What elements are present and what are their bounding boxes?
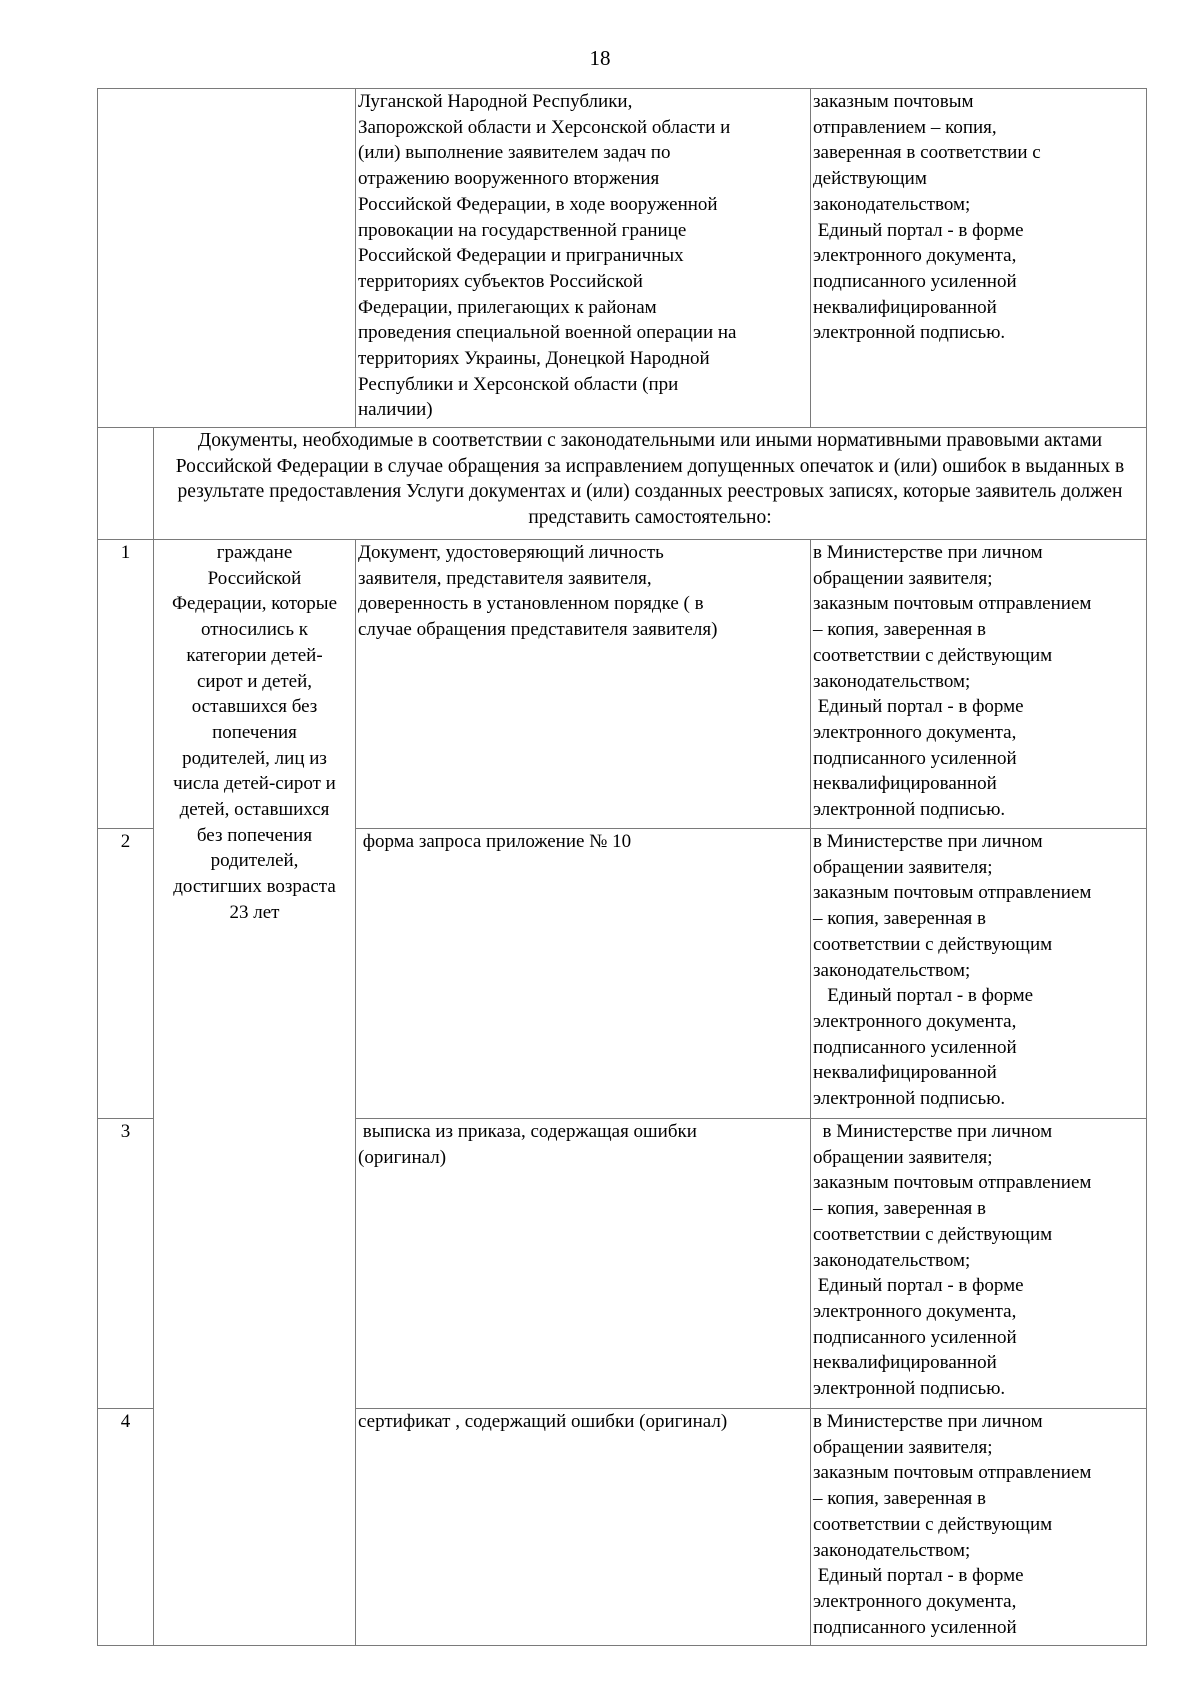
text-line: соответствии с действующим (813, 1513, 1053, 1535)
submission-way-text (813, 89, 1144, 346)
page-number: 18 (589, 46, 611, 70)
text-line: территориях Украины, Донецкой Народной (358, 348, 710, 370)
text-line: подписанного усиленной (813, 1036, 1017, 1058)
text-line: соответствии с действующим (813, 1223, 1053, 1245)
text-line: – копия, заверенная в (813, 619, 986, 641)
continuation-row (98, 89, 1147, 428)
document-text (358, 540, 808, 643)
text-line: в Министерстве при личном (813, 831, 1043, 852)
submission-way-cell (811, 1409, 1147, 1646)
text-line: электронного документа, (813, 245, 1017, 267)
text-line: – копия, заверенная в (813, 908, 986, 930)
text-line: Российской Федерации, в ходе вооруженной (358, 193, 718, 215)
text-line: заявителя, представителя заявителя, (358, 567, 652, 589)
text-line: числа детей-сирот и (173, 773, 336, 795)
text-line: в Министерстве при личном (813, 542, 1043, 563)
submission-way-text (813, 1409, 1144, 1640)
text-line: сертификат , содержащий ошибки (оригинал) (358, 1411, 728, 1432)
text-line: электронного документа, (813, 1300, 1017, 1322)
text-line: Луганской Народной Республики, (358, 91, 633, 112)
text-line: законодательством; (813, 959, 971, 981)
text-line: электронного документа, (813, 721, 1017, 743)
submission-way-cell (811, 540, 1147, 829)
documents-table (97, 88, 1147, 1646)
text-line: Федерации, прилегающих к районам (358, 296, 657, 318)
text-line: граждане (216, 542, 293, 563)
submission-way-text (813, 540, 1144, 823)
applicant-category-text (156, 540, 353, 926)
text-line: сирот и детей, (196, 670, 313, 692)
document-cell (356, 829, 811, 1119)
text-line: относились к (200, 619, 309, 641)
text-line: электронной подписью. (813, 1088, 1006, 1110)
text-line: заказным почтовым отправлением (813, 593, 1092, 615)
text-line: категории детей- (186, 644, 323, 666)
row-number: 1 (98, 540, 154, 829)
table-row (98, 540, 1147, 829)
text-line: Документ, удостоверяющий личность (358, 542, 664, 563)
section-header-row (98, 428, 1147, 540)
text-line: достигших возраста (173, 876, 336, 898)
text-line: электронного документа, (813, 1010, 1017, 1032)
submission-way-cell (811, 89, 1147, 428)
text-line: Российской (207, 567, 302, 589)
text-line: подписанного усиленной (813, 1326, 1017, 1348)
section-header: Документы, необходимые в соответствии с законодательными или иными нормативными правовыми актами Российской Федерации в случае обращения за исправлением допущенных опечаток и (или) ошибок в выданных в результате предоставления Услуги документах и (или) созданных реестровых записях, которые заявитель должен представить самостоятельно: (154, 428, 1147, 540)
text-line: неквалифицированной (813, 296, 997, 318)
text-line: форма запроса приложение № 10 (358, 831, 632, 852)
text-line: – копия, заверенная в (813, 1198, 986, 1220)
text-line: законодательством; (813, 193, 971, 215)
text-line: заказным почтовым отправлением (813, 882, 1092, 904)
text-line: заказным почтовым отправлением (813, 1462, 1092, 1484)
text-line: обращении заявителя; (813, 567, 993, 589)
text-line: доверенность в установленном порядке ( в (358, 593, 704, 615)
text-line: 23 лет (229, 901, 280, 923)
row-number: 4 (98, 1409, 154, 1646)
text-line: детей, оставшихся (179, 799, 330, 821)
text-line: электронной подписью. (813, 1378, 1006, 1400)
empty-cell (98, 89, 356, 428)
text-line: Единый портал - в форме (813, 696, 1024, 718)
text-line: неквалифицированной (813, 773, 997, 795)
text-line: соответствии с действующим (813, 933, 1053, 955)
text-line: неквалифицированной (813, 1062, 997, 1084)
text-line: попечения (212, 721, 297, 743)
text-line: действующим (813, 168, 927, 190)
row-number: 2 (98, 829, 154, 1119)
document-text (358, 1409, 808, 1435)
text-line: Республики и Херсонской области (при (358, 373, 679, 395)
text-line: Российской Федерации и приграничных (358, 245, 684, 267)
text-line: Единый портал - в форме (813, 985, 1034, 1007)
text-line: Единый портал - в форме (813, 1275, 1024, 1297)
submission-way-cell (811, 1119, 1147, 1409)
text-line: территориях субъектов Российской (358, 270, 643, 292)
text-line: выписка из приказа, содержащая ошибки (358, 1121, 697, 1142)
row-number: 3 (98, 1119, 154, 1409)
text-line: законодательством; (813, 1249, 971, 1271)
text-line: подписанного усиленной (813, 747, 1017, 769)
text-line: отражению вооруженного вторжения (358, 168, 660, 190)
text-line: отправлением – копия, (813, 116, 997, 138)
text-line: электронного документа, (813, 1590, 1017, 1612)
text-line: проведения специальной военной операции на (358, 322, 737, 344)
text-line: без попечения (196, 824, 313, 846)
submission-way-text (813, 829, 1144, 1112)
text-line: законодательством; (813, 670, 971, 692)
text-line: случае обращения представителя заявителя) (358, 619, 718, 641)
text-line: электронной подписью. (813, 799, 1006, 821)
text-line: Федерации, которые (172, 593, 337, 615)
document-text (358, 1119, 808, 1170)
applicant-category-cell (154, 540, 356, 1646)
document-text (358, 89, 808, 423)
submission-way-cell (811, 829, 1147, 1119)
text-line: обращении заявителя; (813, 856, 993, 878)
text-line: оставшихся без (191, 696, 318, 718)
text-line: провокации на государственной границе (358, 219, 687, 241)
text-line: родителей, (210, 850, 299, 872)
text-line: заказным почтовым отправлением (813, 1172, 1092, 1194)
text-line: заказным почтовым (813, 91, 974, 112)
text-line: соответствии с действующим (813, 644, 1053, 666)
empty-cell (98, 428, 154, 540)
text-line: Единый портал - в форме (813, 1565, 1024, 1587)
text-line: Единый портал - в форме (813, 219, 1024, 241)
text-line: родителей, лиц из (182, 747, 327, 769)
text-line: обращении заявителя; (813, 1146, 993, 1168)
text-line: неквалифицированной (813, 1352, 997, 1374)
text-line: – копия, заверенная в (813, 1488, 986, 1510)
text-line: подписанного усиленной (813, 1616, 1017, 1638)
text-line: электронной подписью. (813, 322, 1006, 344)
text-line: обращении заявителя; (813, 1436, 993, 1458)
text-line: в Министерстве при личном (813, 1411, 1043, 1432)
text-line: наличии) (358, 399, 433, 421)
document-cell (356, 1409, 811, 1646)
text-line: (оригинал) (358, 1146, 447, 1168)
text-line: Запорожской области и Херсонской области и (358, 116, 731, 138)
text-line: законодательством; (813, 1539, 971, 1561)
text-line: (или) выполнение заявителем задач по (358, 142, 671, 164)
submission-way-text (813, 1119, 1144, 1402)
text-line: в Министерстве при личном (813, 1121, 1053, 1142)
text-line: заверенная в соответствии с (813, 142, 1041, 164)
document-text (358, 829, 808, 855)
document-cell (356, 540, 811, 829)
text-line: подписанного усиленной (813, 270, 1017, 292)
document-cell (356, 1119, 811, 1409)
document-cell (356, 89, 811, 428)
